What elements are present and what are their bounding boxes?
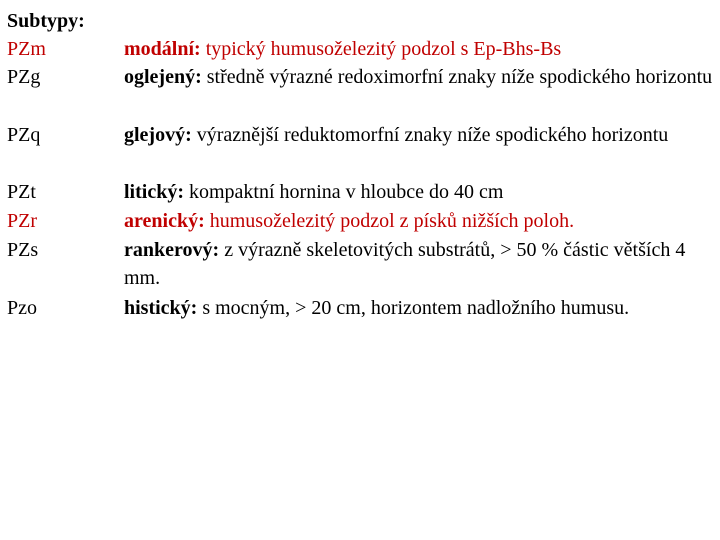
subtype-description — [124, 237, 716, 292]
subtype-text: výraznější reduktomorfní znaky níže spodického horizontu — [191, 124, 669, 146]
subtype-text: kompaktní hornina v hloubce do 40 cm — [184, 181, 504, 203]
subtype-code: PZg — [7, 66, 41, 88]
subtype-description — [124, 122, 716, 150]
subtype-description — [124, 179, 716, 207]
subtype-description — [124, 295, 716, 323]
subtype-code: PZq — [7, 124, 41, 146]
subtype-term: oglejený: — [124, 66, 202, 88]
subtype-code: PZr — [7, 210, 37, 232]
subtype-term: glejový: — [124, 124, 192, 146]
subtype-description — [124, 64, 716, 92]
subtypes-heading: Subtypy: — [7, 10, 85, 32]
subtype-text: typický humusoželezitý podzol s Ep-Bhs-Bs — [200, 38, 562, 60]
subtype-term: arenický: — [124, 210, 205, 232]
subtype-term: histický: — [124, 297, 198, 319]
subtype-term: rankerový: — [124, 239, 220, 261]
subtype-term: litický: — [124, 181, 184, 203]
subtype-code: PZm — [7, 38, 46, 60]
subtype-code: PZt — [7, 181, 36, 203]
subtype-code: PZs — [7, 239, 39, 261]
subtype-text: s mocným, > 20 cm, horizontem nadložního humusu. — [197, 297, 630, 319]
subtype-description — [124, 36, 716, 64]
subtype-term: modální: — [124, 38, 201, 60]
subtype-description — [124, 208, 716, 236]
subtype-text: středně výrazné redoximorfní znaky níže spodického horizontu — [201, 66, 713, 88]
subtype-text: z výrazně skeletovitých substrátů, > 50 % částic větších 4 mm. — [124, 239, 686, 289]
subtype-code: Pzo — [7, 297, 37, 319]
subtype-text: humusoželezitý podzol z písků nižších poloh. — [204, 210, 575, 232]
